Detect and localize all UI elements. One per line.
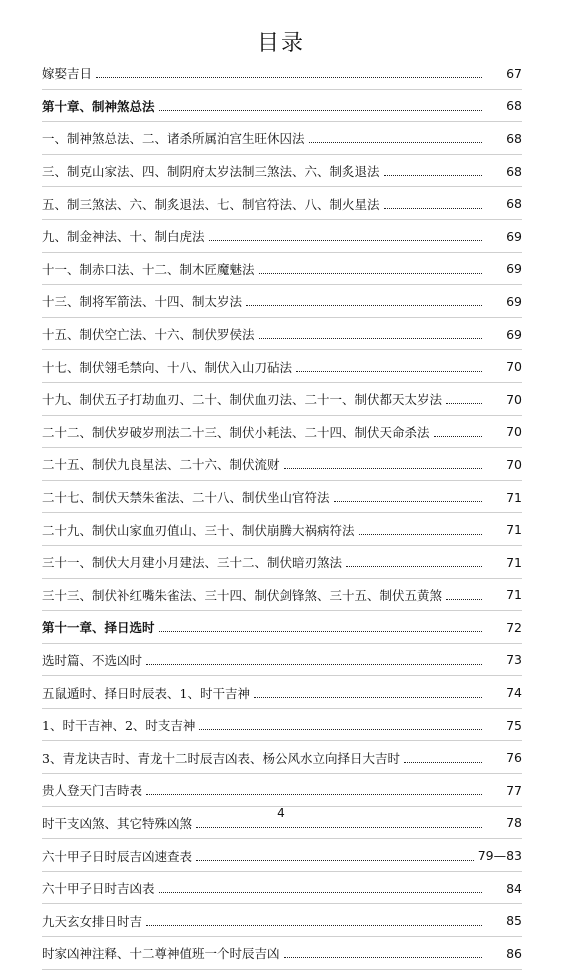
dot-leader [196,826,482,828]
toc-entry[interactable] [42,676,522,709]
toc-entry[interactable] [42,774,522,807]
toc-entry-title: 六十甲子日时辰吉凶速查表 [42,848,193,864]
toc-entry-page: 71 [506,587,522,603]
toc-entry-title: 三十一、制伏大月建小月建法、三十二、制伏暗刃煞法 [42,555,343,571]
row-divider [42,969,522,970]
toc-entry-page: 85 [506,913,522,929]
toc-entry[interactable] [42,318,522,351]
dot-leader [259,337,482,339]
toc-entry[interactable] [42,350,522,383]
toc-entry-title: 五、制三煞法、六、制炙退法、七、制官符法、八、制火星法 [42,196,380,212]
toc-entry-title: 九、制金神法、十、制白虎法 [42,229,205,245]
toc-entry[interactable] [42,416,522,449]
toc-entry[interactable] [42,187,522,220]
toc-entry-page: 69 [506,293,522,309]
toc-entry-page: 69 [506,228,522,244]
toc-entry-page: 71 [506,489,522,505]
toc-entry-page: 75 [506,717,522,733]
toc-entry[interactable] [42,383,522,416]
toc-entry-title: 十一、制赤口法、十二、制木匠魔魅法 [42,261,255,277]
dot-leader [159,891,482,893]
dot-leader [259,272,482,274]
toc-entry[interactable] [42,644,522,677]
toc-title: 目录 [256,31,305,56]
toc-entry[interactable] [42,122,522,155]
toc-entry[interactable] [42,839,522,872]
toc-entry-title: 二十七、制伏天禁朱雀法、二十八、制伏坐山官符法 [42,490,330,506]
toc-entry[interactable] [42,611,522,644]
toc-entry-page: 79—83 [477,848,522,864]
dot-leader [309,141,482,143]
dot-leader [254,696,482,698]
toc-entry-page: 68 [506,98,522,114]
toc-entry-page: 78 [506,815,522,831]
toc-entry-page: 74 [506,685,522,701]
toc-entry-page: 76 [506,750,522,766]
page-number: 4 [277,806,285,820]
toc-entry[interactable] [42,513,522,546]
toc-entry-page: 84 [506,880,522,896]
toc-entry[interactable] [42,481,522,514]
dot-leader [404,761,482,763]
toc-entry-page: 68 [506,196,522,212]
toc-entry-title: 一、制神煞总法、二、诸杀所属泊宫生旺休囚法 [42,131,305,147]
dot-leader [446,402,482,404]
dot-leader [196,859,474,861]
toc-entry-page: 71 [506,554,522,570]
toc-entry[interactable] [42,155,522,188]
toc-entry[interactable] [42,90,522,123]
dot-leader [199,728,482,730]
toc-entry[interactable] [42,579,522,612]
dot-leader [434,435,482,437]
toc-entry-page: 68 [506,130,522,146]
toc-entry-title: 三十三、制伏补红嘴朱雀法、三十四、制伏剑锋煞、三十五、制伏五黄煞 [42,587,443,603]
dot-leader [384,207,482,209]
toc-entry-page: 69 [506,326,522,342]
dot-leader [146,924,482,926]
toc-list [42,57,522,970]
dot-leader [334,500,482,502]
toc-entry-page: 69 [506,261,522,277]
dot-leader [446,598,482,600]
toc-entry-title: 十五、制伏空亡法、十六、制伏罗侯法 [42,327,255,343]
toc-entry-page: 71 [506,522,522,538]
toc-entry-title: 十七、制伏翎毛禁向、十八、制伏入山刀砧法 [42,359,293,375]
dot-leader [384,174,482,176]
toc-entry-title: 嫁娶吉日 [42,66,93,82]
toc-entry[interactable] [42,872,522,905]
toc-entry-title: 1、时干吉神、2、时支吉神 [42,718,196,734]
dot-leader [284,956,482,958]
dot-leader [209,239,482,241]
toc-entry[interactable] [42,57,522,90]
toc-entry[interactable] [42,448,522,481]
toc-entry-page: 70 [506,359,522,375]
dot-leader [346,565,482,567]
toc-entry-title: 第十章、制神煞总法 [42,98,155,114]
toc-entry-page: 70 [506,391,522,407]
toc-entry-title: 九天玄女排日时吉 [42,913,143,929]
toc-entry[interactable] [42,741,522,774]
dot-leader [359,533,482,535]
dot-leader [296,370,482,372]
toc-entry-title: 六十甲子日时吉凶表 [42,881,155,897]
toc-entry-title: 二十二、制伏岁破岁刑法二十三、制伏小耗法、二十四、制伏天命杀法 [42,424,430,440]
toc-entry-page: 73 [506,652,522,668]
toc-entry-page: 67 [506,65,522,81]
toc-entry-title: 三、制克山家法、四、制阴府太岁法制三煞法、六、制炙退法 [42,164,380,180]
toc-entry[interactable] [42,937,522,970]
toc-entry-title: 二十五、制伏九良星法、二十六、制伏流财 [42,457,280,473]
toc-entry-page: 72 [506,619,522,635]
dot-leader [146,793,482,795]
dot-leader [284,467,482,469]
toc-entry[interactable] [42,709,522,742]
toc-entry[interactable] [42,253,522,286]
toc-entry-page: 70 [506,456,522,472]
dot-leader [146,663,482,665]
toc-entry-page: 70 [506,424,522,440]
toc-entry-title: 时家凶神注释、十二尊神值班一个时辰吉凶 [42,946,280,962]
toc-entry-title: 第十一章、择日选时 [42,620,155,636]
toc-entry[interactable] [42,546,522,579]
toc-entry-page: 77 [506,782,522,798]
dot-leader [159,630,482,632]
toc-entry-title: 选时篇、不选凶时 [42,652,143,668]
toc-entry-title: 3、青龙诀吉时、青龙十二时辰吉凶表、杨公风水立向择日大吉时 [42,750,400,766]
dot-leader [96,76,482,78]
toc-entry[interactable] [42,220,522,253]
toc-entry[interactable] [42,904,522,937]
dot-leader [159,109,482,111]
dot-leader [246,304,482,306]
toc-entry-title: 时干支凶煞、其它特殊凶煞 [42,815,193,831]
toc-entry-title: 二十九、制伏山家血刃值山、三十、制伏崩腾大祸病符法 [42,522,355,538]
toc-entry-title: 五鼠遁时、择日时辰表、1、时干吉神 [42,685,250,701]
toc-entry-page: 68 [506,163,522,179]
toc-entry-title: 十九、制伏五子打劫血刃、二十、制伏血刃法、二十一、制伏都天太岁法 [42,392,443,408]
toc-entry-title: 十三、制将军箭法、十四、制太岁法 [42,294,243,310]
toc-entry-title: 贵人登天门吉時表 [42,783,143,799]
toc-entry-page: 86 [506,945,522,961]
toc-entry[interactable] [42,285,522,318]
